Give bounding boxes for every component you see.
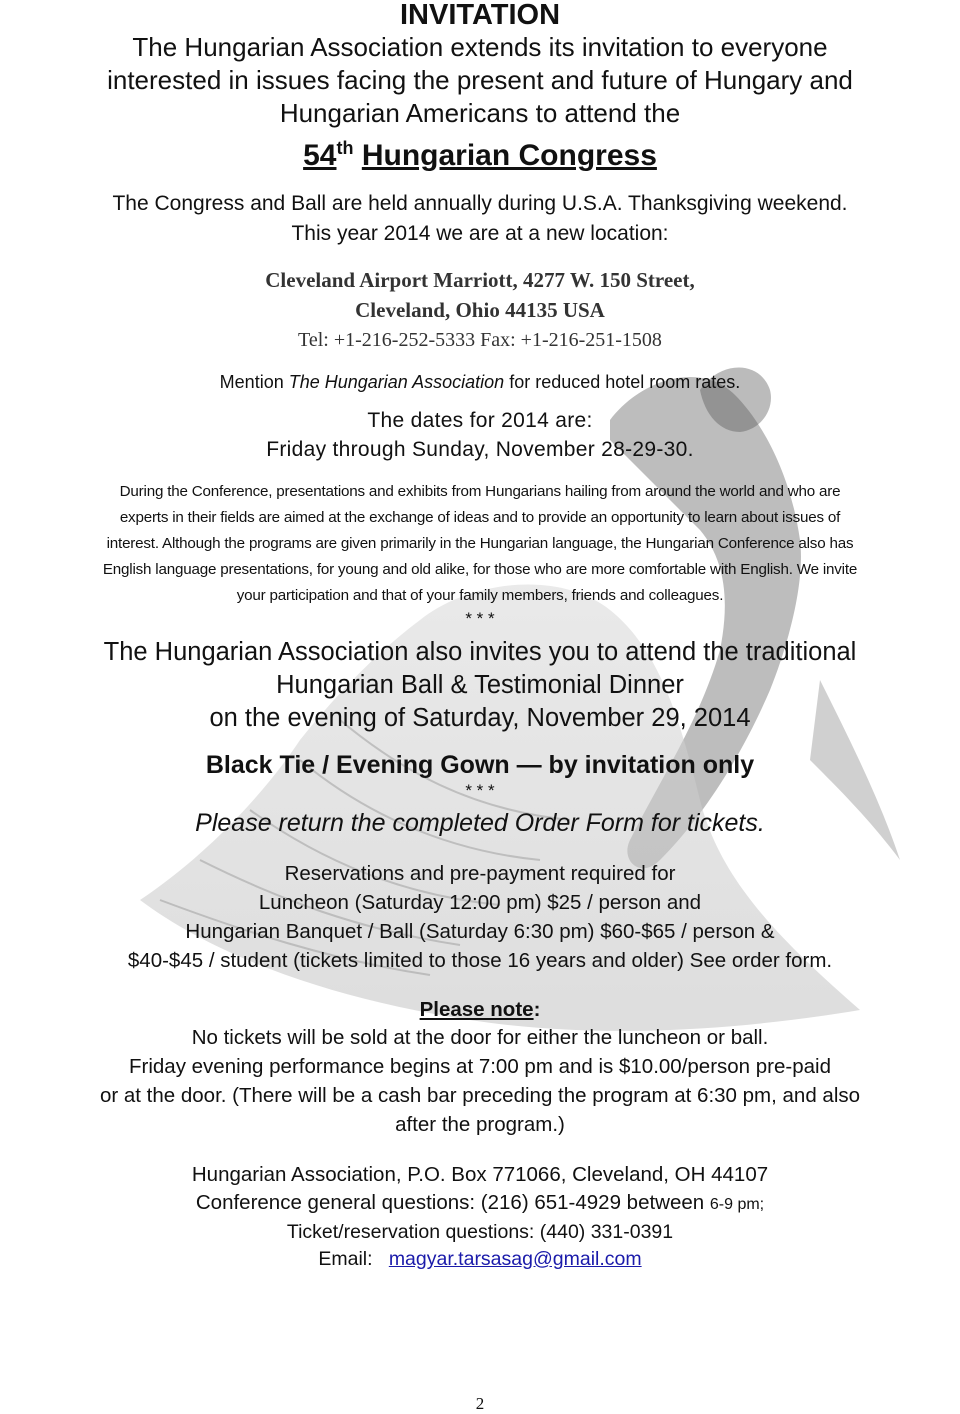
ball-line-1: The Hungarian Association also invites you to attend the traditional <box>103 638 857 666</box>
intro-line-1: The Hungarian Association extends its invitation to everyone <box>132 32 828 62</box>
venue-block <box>0 265 960 355</box>
congress-name: Hungarian Congress <box>361 139 657 172</box>
mention-name: The Hungarian Association <box>288 372 505 392</box>
note-block <box>0 997 960 1139</box>
note-line-4: after the program.) <box>395 1113 565 1136</box>
contact-general <box>0 1189 960 1219</box>
reservations-line-1: Reservations and pre-payment required for <box>284 862 676 885</box>
congress-title <box>0 130 960 174</box>
conference-line-2: experts in their fields are aimed at the exchange of ideas and to provide an opportunity to learn about issues of <box>119 509 841 526</box>
dress-code-block <box>0 749 960 781</box>
reservations-line-4: $40-$45 / student (tickets limited to those 16 years and older) See order form. <box>127 949 833 972</box>
conference-line-3: interest. Although the programs are given primarily in the Hungarian language, the Hungarian Conference also has <box>106 535 854 552</box>
dress-code: Black Tie / Evening Gown — by invitation only <box>205 751 755 779</box>
invitation-title: INVITATION <box>399 0 561 31</box>
email-label: Email: <box>318 1248 389 1270</box>
congress-number: 54 <box>303 139 337 172</box>
reservations-line-2: Luncheon (Saturday 12:00 pm) $25 / person and <box>258 891 702 914</box>
order-form-note: Please return the completed Order Form for tickets. <box>195 809 765 837</box>
venue-address: Cleveland Airport Marriott, 4277 W. 150 Street, <box>265 268 695 292</box>
conference-paragraph <box>0 479 960 609</box>
intro-block <box>0 31 960 174</box>
congress-ordinal: th <box>336 138 354 158</box>
venue-phone: Tel: +1-216-252-5333 Fax: +1-216-251-1508 <box>298 329 662 351</box>
venue-city: Cleveland, Ohio 44135 USA <box>355 298 605 322</box>
star-separator: * * * <box>465 609 495 628</box>
contact-address: Hungarian Association, P.O. Box 771066, Cleveland, OH 44107 <box>191 1163 769 1186</box>
schedule-line-2: This year 2014 we are at a new location: <box>291 222 669 245</box>
conference-line-4: English language presentations, for young and old alike, for those who are more comfortable with English. We invite <box>102 561 858 578</box>
invitation-header <box>0 0 960 30</box>
mention-line <box>0 370 960 394</box>
contact-general-text: Conference general questions: (216) 651-4929 between <box>195 1191 710 1214</box>
note-line-2: Friday evening performance begins at 7:00 pm and is $10.00/person pre-paid <box>129 1055 831 1078</box>
email-link[interactable]: magyar.tarsasag@gmail.com <box>388 1248 642 1270</box>
ball-block <box>0 636 960 735</box>
schedule-line-1: The Congress and Ball are held annually during U.S.A. Thanksgiving weekend. <box>112 192 848 215</box>
separator-1 <box>0 610 960 628</box>
intro-line-2: interested in issues facing the present and future of Hungary and <box>107 65 853 95</box>
dates-line-1: The dates for 2014 are: <box>367 409 593 432</box>
note-heading: Please note <box>419 998 534 1021</box>
schedule-block <box>0 187 960 247</box>
dates-line-2: Friday through Sunday, November 28-29-30. <box>266 438 694 461</box>
ball-line-2: Hungarian Ball & Testimonial Dinner <box>276 671 684 699</box>
ball-line-3: on the evening of Saturday, November 29, 2014 <box>209 704 751 732</box>
dates-block <box>0 406 960 464</box>
reservations-block <box>0 859 960 975</box>
intro-line-3: Hungarian Americans to attend the <box>279 98 681 128</box>
contact-block <box>0 1161 960 1273</box>
note-colon: : <box>533 998 541 1021</box>
mention-pre: Mention <box>219 372 289 392</box>
note-line-1: No tickets will be sold at the door for either the luncheon or ball. <box>191 1026 769 1049</box>
conference-line-5: your participation and that of your family members, friends and colleagues. <box>236 587 724 604</box>
contact-email-line <box>0 1245 960 1273</box>
mention-block <box>0 370 960 394</box>
order-form-block <box>0 808 960 838</box>
star-separator-2: * * * <box>465 781 495 800</box>
note-line-3: or at the door. (There will be a cash bar preceding the program at 6:30 pm, and also <box>99 1084 861 1107</box>
contact-general-hours: 6-9 pm; <box>709 1196 765 1213</box>
page-number: 2 <box>475 1394 485 1413</box>
note-heading-line <box>0 997 960 1023</box>
reservations-line-3: Hungarian Banquet / Ball (Saturday 6:30 pm) $60-$65 / person & <box>185 920 775 943</box>
conference-line-1: During the Conference, presentations and exhibits from Hungarians hailing from around the world and who are <box>119 483 841 500</box>
separator-2 <box>0 782 960 800</box>
mention-post: for reduced hotel room rates. <box>504 372 741 392</box>
contact-ticket: Ticket/reservation questions: (440) 331-0391 <box>286 1221 674 1243</box>
